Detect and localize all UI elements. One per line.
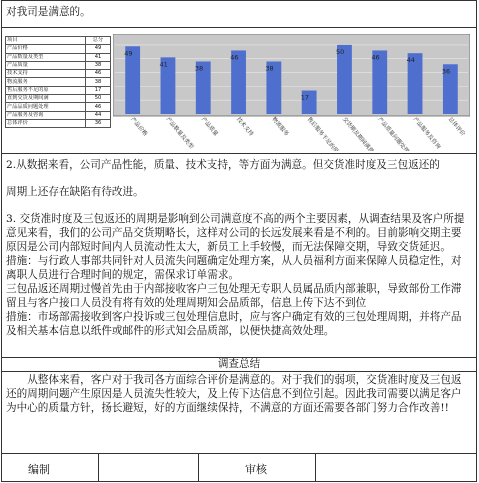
table-row [6, 70, 111, 78]
table-cell: 38 [86, 78, 111, 86]
chart-category-label: 交货期及期间满意度 [340, 116, 378, 151]
analysis-point-4: 三包品返还周期过慢首先由于内部接收客户三包处理无专职人员属品质内部兼职，导致部份工作滞留且与客户接口人员没有将有效的处理周期知会品质部，信息上传下达不到位 [6, 283, 462, 309]
chart-data-label: 38 [194, 64, 204, 73]
bar-chart [113, 34, 470, 151]
reviewed-by-label: 审核 [245, 463, 267, 476]
divider [1, 371, 477, 372]
divider [98, 453, 99, 482]
bar-chart-svg [113, 34, 470, 151]
table-header-row [6, 37, 111, 45]
chart-category-label: 总体评价 [446, 116, 466, 138]
score-table [5, 36, 111, 128]
chart-data-label: 49 [124, 49, 133, 58]
table-cell: 46 [86, 103, 111, 111]
table-cell: 产品品质问题处理 [6, 103, 86, 111]
chart-category-label: 产品数量及类型 [164, 116, 195, 151]
chart-data-label: 46 [371, 53, 380, 62]
chart-category-label: 售后服务不足的原因 [305, 116, 343, 151]
table-cell: 产品质量 [6, 61, 86, 69]
chart-category-label: 技术支持 [235, 116, 255, 138]
table-row [6, 53, 111, 61]
measure-2: 措施：市场部需接收到客户投诉或三包处理信息时，应与客户确定有效的三包处理周期，并将产品及相关基本信息以纸件或邮件的形式知会品质部，以便快捷高效处理。 [6, 311, 462, 337]
table-cell: 44 [86, 111, 111, 119]
table-cell: 售后服务不足的原 [6, 86, 86, 94]
chart-data-label: 38 [265, 64, 274, 73]
table-row [6, 78, 111, 86]
table-cell: 41 [86, 53, 111, 61]
divider [198, 453, 199, 482]
table-cell: 产品服务及咨询 [6, 111, 86, 119]
table-row [6, 111, 111, 119]
summary-text: 从整体来看，客户对于我司各方面综合评价是满意的。对于我们的弱项，交货准时度及三包返还的周期问题产生原因是人员流失性较大，及上传下达信息不到位引起。因此我司需要以满足客户为中心的质量方针，扬长避短，好的方面继续保持，不满意的方面还需要各部门努力合作改善!! [6, 374, 462, 414]
table-cell: 技术支持 [6, 70, 86, 78]
measure-1: 措施：与行政人事部共同针对人员流失问题确定处理方案，从人员福利方面来保障人员稳定性，对离职人员进行合理时间的规定，需保求订单需求。 [6, 255, 462, 281]
table-cell: 物流服务 [6, 78, 86, 86]
divider [1, 27, 477, 28]
table-cell: 36 [86, 119, 111, 127]
table-cell: 17 [86, 86, 111, 94]
analysis-point-2: 2.从数据来看，公司产品性能，质量、技术支持，等方面为满意。但交货准时度及三包返还的 [6, 159, 440, 171]
table-header-cell: 项目 [6, 37, 86, 45]
summary-title: 调查总结 [217, 358, 261, 370]
chart-data-label: 17 [300, 93, 310, 102]
table-cell: 38 [86, 61, 111, 69]
analysis-point-2-cont: 周期上还存在缺陷有待改进。 [6, 186, 144, 198]
table-row [6, 45, 111, 53]
table-cell: 50 [86, 95, 111, 103]
chart-category-label: 产品质量问题处理 [376, 116, 410, 151]
chart-data-label: 36 [441, 67, 451, 76]
chart-data-label: 46 [230, 53, 239, 62]
table-cell: 总体评价 [6, 119, 86, 127]
divider [1, 453, 477, 454]
analysis-section [6, 158, 472, 338]
table-cell: 46 [86, 70, 111, 78]
table-row [6, 61, 111, 69]
table-cell: 49 [86, 45, 111, 53]
chart-category-label: 产品质量 [199, 116, 219, 138]
chart-data-label: 50 [336, 47, 345, 56]
table-row [6, 119, 111, 127]
table-header-cell: 总分 [86, 37, 111, 45]
table-cell: 直到交货及期间满 [6, 95, 86, 103]
divider [1, 153, 477, 154]
header-text: 对我司是满意的。 [6, 6, 91, 18]
table-row [6, 95, 111, 103]
table-row [6, 103, 111, 111]
prepared-by-label: 编制 [28, 463, 50, 476]
table-row [6, 86, 111, 94]
table-cell: 产品数量及类型 [6, 53, 86, 61]
chart-category-label: 物流服务 [270, 116, 290, 138]
chart-data-label: 41 [159, 60, 168, 69]
table-cell: 产品价格 [6, 45, 86, 53]
analysis-point-3: 3. 交货准时度及三包返还的周期是影响到公司满意度不高的两个主要因素，从调查结果及客户所提意见来看，我们的公司产品交货期略长，这样对公司的长远发展来看是不利的。目前影响交期主要原因是公司内部短时间内人员流动性太大，新员工上手较慢，而无法保障交期，导致交货延迟。 [6, 213, 465, 253]
chart-category-label: 产品价格 [129, 116, 149, 138]
chart-category-label: 产品服务及咨询 [411, 116, 442, 151]
chart-data-label: 44 [406, 56, 415, 65]
divider [315, 453, 316, 482]
